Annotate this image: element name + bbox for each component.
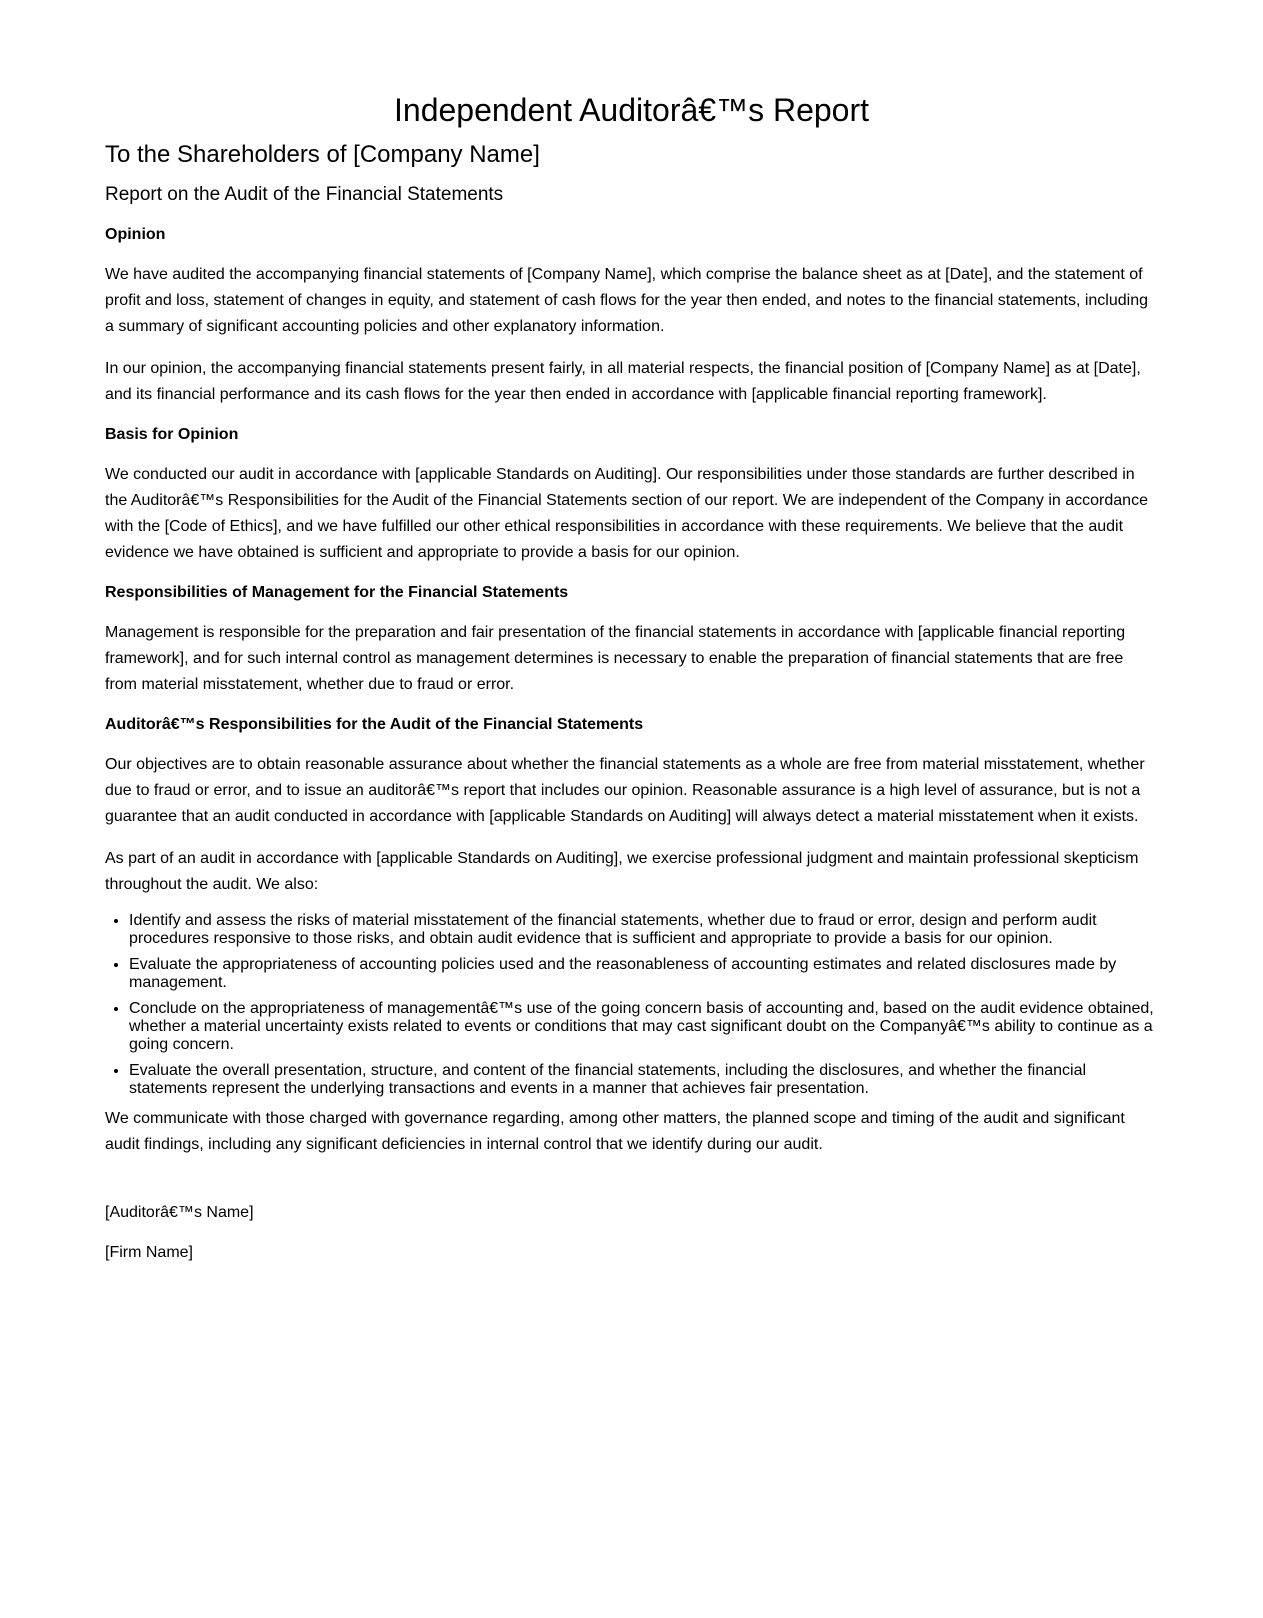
management-heading: Responsibilities of Management for the Financial Statements xyxy=(105,584,569,601)
opinion-heading: Opinion xyxy=(105,226,166,243)
auditor-section xyxy=(105,714,1158,1158)
opinion-paragraph-2: In our opinion, the accompanying financial statements present fairly, in all material respects, the financial position of [Company Name] as at [Date], and its financial performance and its cash flows for the year then ended in accordance with [applicable financial reporting framework]. xyxy=(105,360,1141,403)
document-title: Independent Auditorâ€™s Report xyxy=(394,92,869,128)
auditor-heading: Auditorâ€™s Responsibilities for the Audit of the Financial Statements xyxy=(105,716,644,733)
auditor-paragraph-3: We communicate with those charged with governance regarding, among other matters, the planned scope and timing of the audit and significant audit findings, including any significant deficiencies in internal control that we identify during our audit. xyxy=(105,1110,1125,1153)
list-item: • Identify and assess the risks of material misstatement of the financial statements, whether due to fraud or error, design and perform audit procedures responsive to those risks, and obtain audit evidence that is sufficient and appropriate to provide a basis for our opinion. xyxy=(129,912,1158,948)
basis-heading: Basis for Opinion xyxy=(105,426,239,443)
basis-section xyxy=(105,424,1158,566)
opinion-paragraph-1: We have audited the accompanying financial statements of [Company Name], which comprise the balance sheet as at [Date], and the statement of profit and loss, statement of changes in equity, and statement of cash flows for the year then ended, and notes to the financial statements, including a summary of significant accounting policies and other explanatory information. xyxy=(105,266,1148,335)
list-item: • Evaluate the overall presentation, structure, and content of the financial statements, including the disclosures, and whether the financial statements represent the underlying transactions and events in a manner that achieves fair presentation. xyxy=(129,1062,1158,1098)
opinion-section xyxy=(105,224,1158,408)
list-item: • Evaluate the appropriateness of accounting policies used and the reasonableness of accounting estimates and related disclosures made by management. xyxy=(129,956,1158,992)
auditor-name: [Auditorâ€™s Name] xyxy=(105,1204,254,1221)
auditor-paragraph-2: As part of an audit in accordance with [applicable Standards on Auditing], we exercise professional judgment and maintain professional skepticism throughout the audit. We also: xyxy=(105,850,1139,893)
basis-paragraph-1: We conducted our audit in accordance with [applicable Standards on Auditing]. Our responsibilities under those standards are further described in the Auditorâ€™s Responsibilities for the Audit of the Financial Statements section of our report. We are independent of the Company in accordance with the [Code of Ethics], and we have fulfilled our other ethical responsibilities in accordance with these requirements. We believe that the audit evidence we have obtained is sufficient and appropriate to provide a basis for our opinion. xyxy=(105,466,1148,561)
firm-name: [Firm Name] xyxy=(105,1244,193,1261)
list-item: • Conclude on the appropriateness of managementâ€™s use of the going concern basis of accounting and, based on the audit evidence obtained, whether a material uncertainty exists related to events or conditions that may cast significant doubt on the Companyâ€™s ability to continue as a going concern. xyxy=(129,1000,1158,1054)
auditor-paragraph-1: Our objectives are to obtain reasonable assurance about whether the financial statements as a whole are free from material misstatement, whether due to fraud or error, and to issue an auditorâ€™s report that includes our opinion. Reasonable assurance is a high level of assurance, but is not a guarantee that an audit conducted in accordance with [applicable Standards on Auditing] will always detect a material misstatement when it exists. xyxy=(105,756,1145,825)
auditor-bullet-list xyxy=(105,912,1158,1098)
addressee-heading: To the Shareholders of [Company Name] xyxy=(105,141,540,168)
report-subtitle: Report on the Audit of the Financial Statements xyxy=(105,184,504,205)
management-paragraph-1: Management is responsible for the preparation and fair presentation of the financial statements in accordance with [applicable financial reporting framework], and for such internal control as management determines is necessary to enable the preparation of financial statements that are free from material misstatement, whether due to fraud or error. xyxy=(105,624,1126,693)
signature-block xyxy=(105,1200,1158,1266)
management-section xyxy=(105,582,1158,698)
